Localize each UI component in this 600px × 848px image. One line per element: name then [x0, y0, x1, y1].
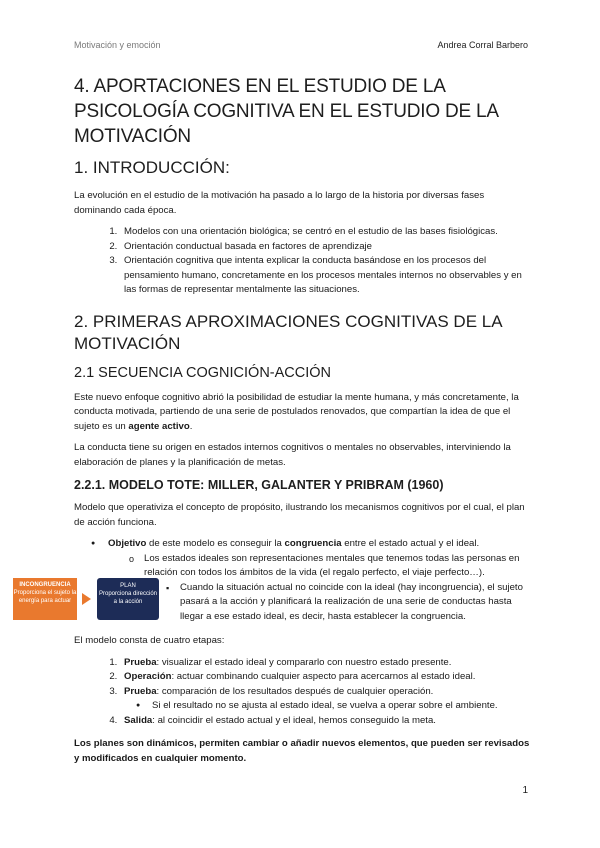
origin-paragraph: La conducta tiene su origen en estados internos cognitivos o mentales no observables, interviniendo la elaboración de planes y la planificación de metas. [74, 442, 511, 468]
list-item: ● Objetivo de este modelo es conseguir la congruencia entre el estado actual y el ideal. [74, 537, 530, 552]
incongruencia-box: INCONGRUENCIA Proporciona el sujeto la energía para actuar [13, 578, 77, 620]
tote-paragraph: Modelo que operativiza el concepto de propósito, ilustrando los mecanismos cognitivos por el cual, el plan de acción funciona. [74, 502, 525, 528]
list-item: 1. Prueba: visualizar el estado ideal y compararlo con nuestro estado presente. [120, 656, 530, 671]
header-author: Andrea Corral Barbero [437, 40, 528, 50]
subsection-2-1-heading: 2.1 SECUENCIA COGNICIÓN-ACCIÓN [74, 364, 332, 381]
tote-diagram [13, 578, 159, 620]
page-number: 1 [522, 785, 528, 796]
list-item: 2. Orientación conductual basada en factores de aprendizaje [120, 240, 530, 255]
header-course: Motivación y emoción [74, 40, 161, 50]
cognitive-paragraph: Este nuevo enfoque cognitivo abrió la posibilidad de estudiar la mente humana, y más concretamente, la conducta motivada, partiendo de una serie de postulados renovados, que compartían la idea de que el sujeto es un agente activo. [74, 391, 519, 432]
page-title: 4. APORTACIONES EN EL ESTUDIO DE LA PSICOLOGÍA COGNITIVA EN EL ESTUDIO DE LA MOTIVACIÓN [74, 76, 498, 147]
list-item: 3. Prueba: comparación de los resultados después de cualquier operación. ● Si el resultado no se ajusta al estado ideal, se vuelva a operar sobre el ambiente. [120, 685, 530, 714]
section-2-heading: 2. PRIMERAS APROXIMACIONES COGNITIVAS DE LA MOTIVACIÓN [74, 311, 502, 353]
stages-list [74, 656, 530, 729]
list-item: o Los estados ideales son representaciones mentales que tenemos todas las personas en relación con todos los ámbitos de la vida (el regalo perfecto, el viaje perfecto…). [74, 552, 530, 581]
intro-paragraph: La evolución en el estudio de la motivación ha pasado a lo largo de la historia por diversas fases dominando cada época. [74, 190, 485, 216]
stages-intro: El modelo consta de cuatro etapas: [74, 635, 225, 646]
list-item: 3. Orientación cognitiva que intenta explicar la conducta basándose en los procesos del pensamiento humano, concretamente en los procesos mentales internos no observables y en las formas de representar mentalmente las situaciones. [120, 254, 530, 298]
plan-box: PLAN Proporciona dirección a la acción [97, 578, 159, 620]
arrow-right-icon [82, 593, 91, 605]
page-header [74, 40, 528, 50]
list-item: ▪ Cuando la situación actual no coincide con la ideal (hay incongruencia), el sujeto pasará a la acción y planificará la realización de una serie de conductas hasta llegar a ese estado ideal, es decir, hasta establecer la congruencia. [74, 581, 530, 625]
list-item: 2. Operación: actuar combinando cualquier aspecto para acercarnos al estado ideal. [120, 670, 530, 685]
document-body [74, 74, 530, 773]
list-item: 4. Salida: al coincidir el estado actual y el ideal, hemos conseguido la meta. [120, 714, 530, 729]
agente-activo-term: agente activo [128, 420, 190, 432]
list-item: 1. Modelos con una orientación biológica; se centró en el estudio de las bases fisiológicas. [120, 225, 530, 240]
section-1-heading: 1. INTRODUCCIÓN: [74, 158, 230, 177]
final-paragraph: Los planes son dinámicos, permiten cambiar o añadir nuevos elementos, que pueden ser revisados y modificados en cualquier momento. [74, 738, 530, 764]
orientation-list [74, 225, 530, 298]
list-item: ● Si el resultado no se ajusta al estado ideal, se vuelva a operar sobre el ambiente. [124, 699, 530, 714]
subsection-2-2-1-heading: 2.2.1. MODELO TOTE: MILLER, GALANTER Y PRIBRAM (1960) [74, 478, 444, 492]
